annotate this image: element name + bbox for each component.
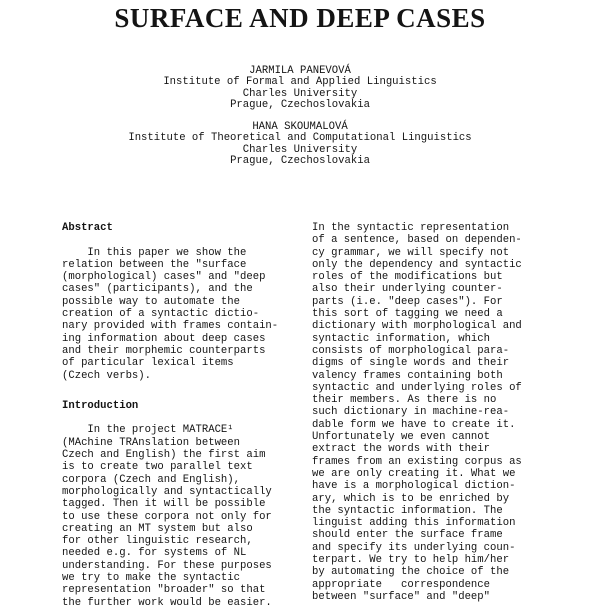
text-line: parts (i.e. "deep cases"). For bbox=[312, 295, 503, 308]
right-column bbox=[312, 222, 556, 603]
text-line: In the syntactic representation bbox=[312, 222, 510, 234]
text-line: ary, which is to be enriched by bbox=[312, 492, 510, 505]
author-affiliation-line: Institute of Formal and Applied Linguistics bbox=[163, 76, 437, 89]
text-line: we are only creating it. What we bbox=[312, 467, 516, 480]
text-line: digms of single words and their bbox=[312, 357, 510, 370]
text-line: (Czech verbs). bbox=[62, 369, 152, 382]
author-affiliation-line: Prague, Czechoslovakia bbox=[230, 98, 370, 111]
text-line: In this paper we show the bbox=[62, 246, 247, 259]
introduction-body bbox=[62, 424, 290, 608]
text-line: of a sentence, based on dependen- bbox=[312, 234, 522, 247]
text-line: representation "broader" so that bbox=[62, 584, 266, 597]
text-line: (MAchine TRAnslation between bbox=[62, 436, 241, 449]
author-affiliation-line: Charles University bbox=[242, 143, 358, 156]
text-line: and specify its underlying coun- bbox=[312, 541, 516, 554]
text-line: Czech and English) the first aim bbox=[62, 449, 266, 462]
text-line: for other linguistic research, bbox=[62, 535, 253, 548]
author-name: JARMILA PANEVOVÁ bbox=[249, 65, 351, 77]
author-affiliation-line: Charles University bbox=[242, 87, 358, 100]
author-2 bbox=[0, 122, 600, 167]
text-line: dable form we have to create it. bbox=[312, 418, 516, 431]
author-name: HANA SKOUMALOVÁ bbox=[252, 121, 348, 134]
text-line: by automating the choice of the bbox=[312, 566, 510, 579]
text-line: creation of a syntactic dictio- bbox=[62, 308, 260, 321]
text-line: relation between the "surface bbox=[62, 258, 247, 271]
text-line: needed e.g. for systems of NL bbox=[62, 547, 247, 560]
text-line: syntactic and underlying roles of bbox=[312, 381, 522, 394]
author-affiliation-line: Institute of Theoretical and Computational Linguistics bbox=[128, 132, 472, 145]
text-line: their members. As there is no bbox=[312, 394, 497, 407]
text-line: dictionary with morphological and bbox=[312, 320, 522, 333]
text-line: also their underlying counter- bbox=[312, 283, 503, 296]
text-line: cases" (participants), and the bbox=[62, 283, 253, 296]
abstract-heading: Abstract bbox=[62, 222, 113, 234]
text-line: such dictionary in machine-rea- bbox=[312, 406, 510, 419]
text-line: cy grammar, we will specify not bbox=[312, 246, 510, 259]
text-line: nary provided with frames contain- bbox=[62, 320, 279, 333]
text-line: the further work would be easier. bbox=[62, 596, 272, 609]
author-block bbox=[0, 66, 600, 178]
text-line: of particular lexical items bbox=[62, 357, 234, 370]
text-line: linguist adding this information bbox=[312, 517, 516, 530]
text-line: ing information about deep cases bbox=[62, 332, 266, 345]
text-line: frames from an existing corpus as bbox=[312, 455, 522, 468]
text-line: terpart. We try to help him/her bbox=[312, 554, 510, 567]
text-line: between "surface" and "deep" bbox=[312, 590, 491, 603]
text-line: morphologically and syntactically bbox=[62, 485, 272, 498]
abstract-body bbox=[62, 247, 290, 382]
text-line: In the project MATRACE¹ bbox=[62, 424, 234, 437]
text-line: extract the words with their bbox=[312, 443, 491, 456]
text-line: syntactic information, which bbox=[312, 332, 491, 345]
text-line: (morphological) cases" and "deep bbox=[62, 271, 266, 284]
text-line: possible way to automate the bbox=[62, 295, 241, 308]
text-line: consists of morphological para- bbox=[312, 344, 510, 357]
paper-title: SURFACE AND DEEP CASES bbox=[114, 3, 486, 33]
text-line: and their morphemic counterparts bbox=[62, 344, 266, 357]
left-column bbox=[62, 222, 290, 609]
author-affiliation-line: Prague, Czechoslovakia bbox=[230, 155, 370, 168]
text-line: only the dependency and syntactic bbox=[312, 258, 522, 271]
text-line: Unfortunately we even cannot bbox=[312, 431, 491, 444]
author-1 bbox=[0, 66, 600, 111]
text-line: corpora (Czech and English), bbox=[62, 473, 241, 486]
text-line: tagged. Then it will be possible bbox=[62, 498, 266, 511]
text-line: appropriate correspondence bbox=[312, 578, 491, 591]
text-line: valency frames containing both bbox=[312, 369, 503, 382]
text-line: is to create two parallel text bbox=[62, 461, 253, 474]
text-line: understanding. For these purposes bbox=[62, 559, 272, 572]
text-line: we try to make the syntactic bbox=[62, 572, 241, 585]
text-line: this sort of tagging we need a bbox=[312, 308, 503, 321]
text-line: should enter the surface frame bbox=[312, 529, 503, 542]
text-line: creating an MT system but also bbox=[62, 522, 253, 535]
introduction-heading: Introduction bbox=[62, 399, 139, 412]
text-line: to use these corpora not only for bbox=[62, 510, 272, 523]
text-line: the syntactic information. The bbox=[312, 504, 503, 517]
text-line: roles of the modifications but bbox=[312, 271, 503, 284]
text-line: have is a morphological diction- bbox=[312, 480, 516, 493]
